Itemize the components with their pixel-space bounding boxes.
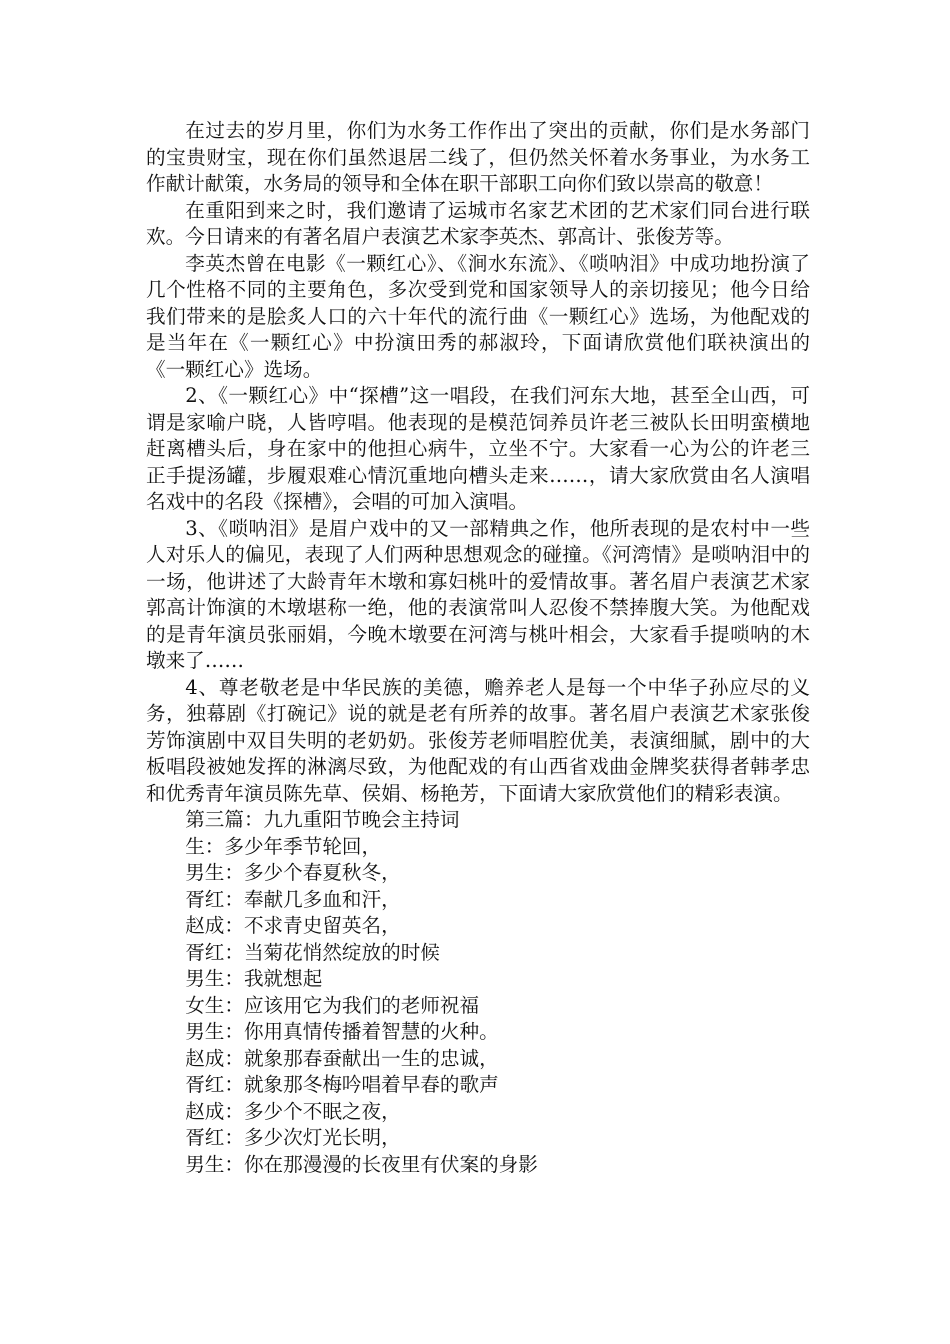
- paragraph-li-yingjie: 李英杰曾在电影《一颗红心》、《涧水东流》、《唢呐泪》中成功地扮演了几个性格不同的主要角色，多次受到党和国家领导人的亲切接见；他今日给我们带来的是脍炙人口的六十年代的流行曲《一颗红心》选场，为他配戏的是当年在《一颗红心》中扮演田秀的郝淑玲，下面请欣赏他们联袂演出的《一颗红心》选场。: [146, 251, 810, 381]
- paragraph-invitation: 在重阳到来之时，我们邀请了运城市名家艺术团的艺术家们同台进行联欢。今日请来的有著名眉户表演艺术家李英杰、郭高计、张俊芳等。: [146, 198, 810, 248]
- script-line: 生：多少年季节轮回，: [185, 834, 382, 858]
- document-page: [146, 118, 810, 1178]
- script-line: 男生：多少个春夏秋冬，: [185, 861, 401, 884]
- script-line: 男生：你用真情传播着智慧的火种。: [185, 1020, 499, 1043]
- section-heading: 第三篇：九九重阳节晚会主持词: [185, 808, 460, 831]
- script-line: 赵成：就象那春蚕献出一生的忠诚，: [185, 1046, 499, 1070]
- script-line: 男生：我就想起: [185, 967, 323, 990]
- paragraph-item-2: 2、《一颗红心》中“探槽”这一唱段，在我们河东大地，甚至全山西，可谓是家喻户晓，人皆哼唱。他表现的是模范饲养员许老三被队长田明蛮横地赶离槽头后，身在家中的他担心病牛，立坐不宁。大家看一心为公的许老三正手提汤罐，步履艰难心情沉重地向槽头走来……，请大家欣赏由名人演唱名戏中的名段《探槽》，会唱的可加入演唱。: [146, 384, 810, 513]
- script-line: 男生：你在那漫漫的长夜里有伏案的身影: [185, 1152, 538, 1176]
- paragraph-item-4: 4、尊老敬老是中华民族的美德，赡养老人是每一个中华子孙应尽的义务，独幕剧《打碗记》说的就是老有所养的故事。著名眉户表演艺术家张俊芳饰演剧中双目失明的老奶奶。张俊芳老师唱腔优美，表演细腻，剧中的大板唱段被她发挥的淋漓尽致，为他配戏的有山西省戏曲金牌奖获得者韩孝忠和优秀青年演员陈先草、侯娟、杨艳芳，下面请大家欣赏他们的精彩表演。: [146, 675, 810, 805]
- script-line: 胥红：就象那冬梅吟唱着早春的歌声: [185, 1073, 499, 1096]
- script-line: 胥红：奉献几多血和汗，: [185, 887, 401, 911]
- script-line: 胥红：多少次灯光长明，: [185, 1126, 401, 1149]
- paragraph-item-3: 3、《唢呐泪》是眉户戏中的又一部精典之作，他所表现的是农村中一些人对乐人的偏见，表现了人们两种思想观念的碰撞。《河湾情》是唢呐泪中的一场，他讲述了大龄青年木墩和寡妇桃叶的爱情故事。著名眉户表演艺术家郭高计饰演的木墩堪称一绝，他的表演常叫人忍俊不禁捧腹大笑。为他配戏的是青年演员张丽娟，今晚木墩要在河湾与桃叶相会，大家看手提唢呐的木墩来了……: [146, 516, 810, 672]
- script-line: 胥红：当菊花悄然绽放的时候: [185, 940, 440, 964]
- script-line: 赵成：多少个不眠之夜，: [185, 1099, 401, 1123]
- paragraph-tribute: 在过去的岁月里，你们为水务工作作出了突出的贡献，你们是水务部门的宝贵财宝，现在你们虽然退居二线了，但仍然关怀着水务事业，为水务工作献计献策，水务局的领导和全体在职干部职工向你们致以崇高的敬意！: [146, 119, 810, 195]
- script-line: 赵成：不求青史留英名，: [185, 914, 401, 937]
- script-line: 女生：应该用它为我们的老师祝福: [185, 993, 480, 1017]
